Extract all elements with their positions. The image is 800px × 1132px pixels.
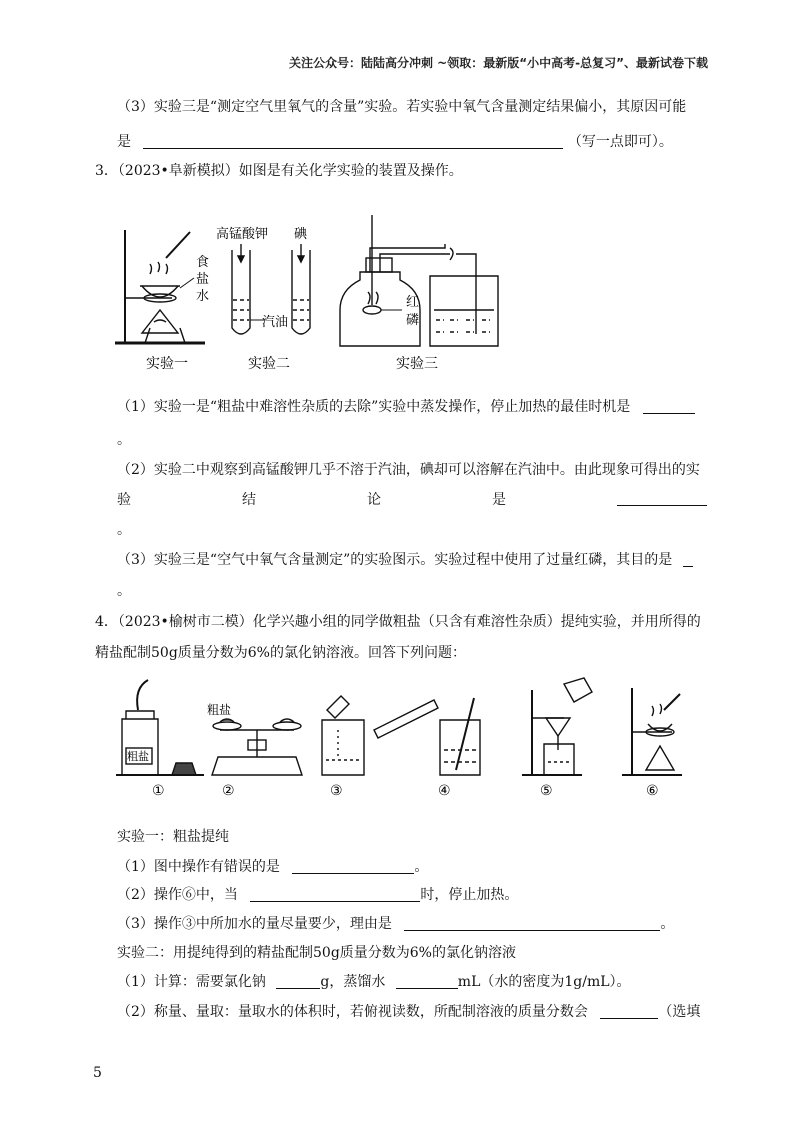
brine-label-3: 水 bbox=[196, 289, 210, 304]
step-num-2: ② bbox=[222, 783, 235, 799]
answer-blank[interactable] bbox=[617, 491, 707, 506]
jar-label: 粗盐 bbox=[127, 750, 149, 763]
brine-label-1: 食 bbox=[196, 255, 210, 270]
exp1-q3-text: （3）操作③中所加水的量尽量要少，理由是 bbox=[117, 916, 392, 932]
q2-part3-prefix: 是 bbox=[117, 134, 131, 150]
redp-label-2: 磷 bbox=[406, 313, 420, 328]
step-num-4: ④ bbox=[438, 783, 451, 799]
exp1-q3 bbox=[117, 913, 674, 933]
q3-part3-text: （3）实验三是“空气中氧气含量测定”的实验图示。实验过程中使用了过量红磷，其目的是 bbox=[117, 552, 673, 568]
brine-label-2: 盐 bbox=[196, 272, 210, 287]
exp1-q2 bbox=[117, 884, 518, 904]
label-exp1: 实验一 bbox=[146, 356, 188, 372]
q3-part3 bbox=[117, 549, 693, 569]
q3-stem: 3．（2023•阜新模拟）如图是有关化学实验的装置及操作。 bbox=[95, 163, 463, 179]
answer-blank[interactable] bbox=[250, 887, 420, 902]
exp2-q1 bbox=[117, 971, 631, 991]
label-exp3: 实验三 bbox=[396, 356, 438, 372]
label-exp2: 实验二 bbox=[248, 356, 290, 372]
answer-blank[interactable] bbox=[292, 859, 414, 874]
exp1-q1-text: （1）图中操作有错误的是 bbox=[117, 859, 280, 875]
gasoline-label: 汽油 bbox=[262, 315, 289, 330]
balance-scale bbox=[212, 719, 302, 775]
exp2-q1-text-b: g，蒸馏水 bbox=[320, 974, 386, 990]
step-num-3: ③ bbox=[330, 783, 343, 799]
answer-blank[interactable] bbox=[683, 552, 693, 567]
step-num-1: ① bbox=[152, 783, 165, 799]
redp-label-1: 红 bbox=[406, 295, 420, 310]
exp2-q1-text-c: mL（水的密度为1g/mL）。 bbox=[457, 974, 631, 990]
spread-word: 是 bbox=[492, 492, 506, 508]
answer-blank[interactable] bbox=[276, 974, 320, 989]
step-num-5: ⑤ bbox=[540, 783, 553, 799]
evaporation-apparatus bbox=[115, 230, 205, 343]
q3-part3-end: 。 bbox=[117, 583, 131, 599]
answer-blank[interactable] bbox=[600, 1004, 658, 1019]
exp1-q1 bbox=[117, 856, 428, 876]
q3-part2: （2）实验二中观察到高锰酸钾几乎不溶于汽油，碘却可以溶解在汽油中。由此现象可得出的实 bbox=[117, 462, 700, 478]
answer-blank[interactable] bbox=[143, 134, 563, 149]
exp1-title: 实验一：粗盐提纯 bbox=[117, 829, 229, 845]
q2-part3-line2 bbox=[117, 131, 673, 151]
q2-part3-line1: （3）实验三是“测定空气里氧气的含量”实验。若实验中氧气含量测定结果偏小，其原因可能 bbox=[117, 99, 687, 115]
coarse-salt-label: 粗盐 bbox=[207, 703, 232, 717]
q3-part2-cont bbox=[117, 489, 707, 509]
q4-stem-1: 4．（2023•榆树市二模）化学兴趣小组的同学做粗盐（只含有难溶性杂质）提纯实验，并用所得的 bbox=[95, 614, 701, 630]
answer-blank[interactable] bbox=[643, 399, 695, 414]
q3-figure bbox=[110, 210, 530, 380]
q4-stem-2: 精盐配制50g质量分数为6%的氯化钠溶液。回答下列问题： bbox=[95, 645, 466, 661]
spread-word: 结 bbox=[242, 492, 256, 508]
answer-blank[interactable] bbox=[404, 916, 660, 931]
q2-part3-suffix: （写一点即可）。 bbox=[567, 134, 673, 150]
exp2-q2-end: （选填 bbox=[658, 1004, 701, 1020]
iodine-label: 碘 bbox=[294, 227, 308, 242]
exp1-q3-end: 。 bbox=[660, 916, 675, 932]
exp2-title: 实验二：用提纯得到的精盐配制50g质量分数为6%的氯化钠溶液 bbox=[117, 945, 516, 961]
exp2-q2-text: （2）称量、量取：量取水的体积时，若俯视读数，所配制溶液的质量分数会 bbox=[117, 1004, 588, 1020]
exp1-q2-text: （2）操作⑥中，当 bbox=[117, 887, 238, 903]
answer-blank[interactable] bbox=[396, 974, 458, 989]
step-num-6: ⑥ bbox=[646, 783, 659, 799]
filtration-setup bbox=[522, 678, 592, 775]
exp2-q2 bbox=[117, 1001, 700, 1021]
spread-word: 论 bbox=[367, 492, 381, 508]
q4-figure bbox=[112, 670, 712, 800]
dissolve-beaker bbox=[322, 696, 438, 775]
kmno4-label: 高锰酸钾 bbox=[216, 227, 269, 242]
q3-part1-text: （1）实验一是“粗盐中难溶性杂质的去除”实验中蒸发操作，停止加热的最佳时机是 bbox=[117, 399, 631, 415]
spread-word: 验 bbox=[117, 492, 131, 508]
evaporation-setup bbox=[622, 688, 682, 775]
page-number: 5 bbox=[93, 1065, 102, 1081]
q3-part1 bbox=[117, 396, 695, 416]
q3-part2-end: 。 bbox=[117, 522, 131, 538]
exp1-q2-end: 时，停止加热。 bbox=[420, 887, 519, 903]
exp1-q1-end: 。 bbox=[414, 859, 429, 875]
exp2-q1-text-a: （1）计算：需要氯化钠 bbox=[117, 974, 266, 990]
page-header: 关注公众号：陆陆高分冲刺 ~领取：最新版“小中高考-总复习”、最新试卷下载 bbox=[289, 56, 708, 70]
q3-part1-end: 。 bbox=[117, 432, 131, 448]
stir-beaker bbox=[440, 698, 480, 775]
